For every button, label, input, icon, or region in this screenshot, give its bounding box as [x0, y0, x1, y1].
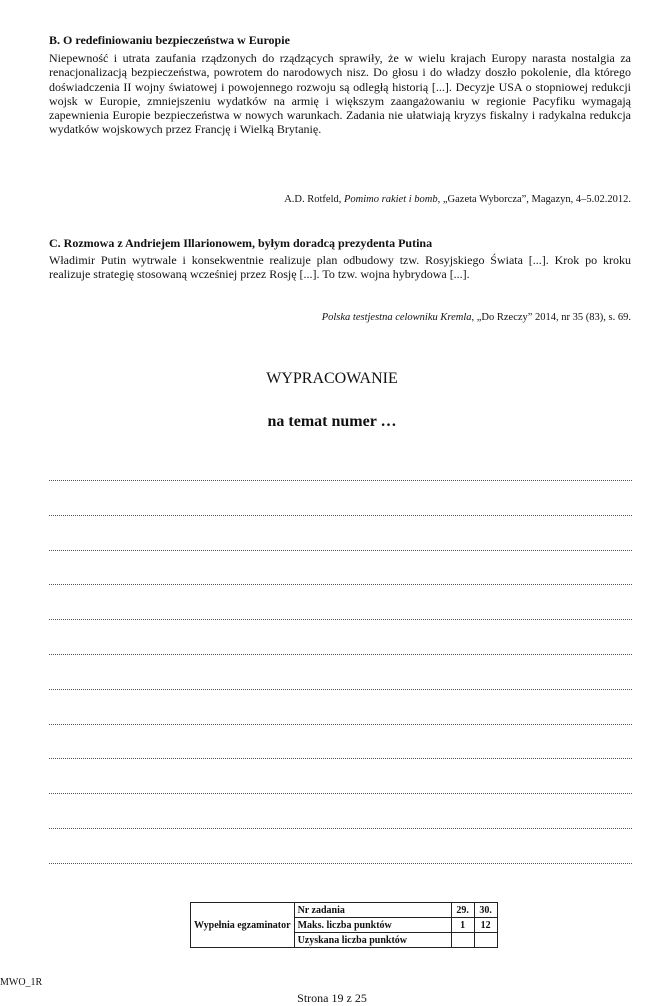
page-number: Strona 19 z 25 [297, 991, 367, 1005]
citation-title: Polska testjestna celowniku Kremla [321, 312, 472, 323]
obtained-points-30[interactable] [474, 933, 497, 948]
citation-author: A.D. Rotfeld, [284, 194, 345, 205]
writing-line[interactable] [49, 515, 632, 516]
section-b-citation [284, 193, 631, 206]
max-points-label: Maks. liczba punktów [294, 918, 451, 933]
obtained-points-label: Uzyskana liczba punktów [294, 933, 451, 948]
section-b-body: Niepewność i utrata zaufania rządzonych do rządzących sprawiły, że w wielu krajach Europy narasta nostalgia za renacjonalizacją bezpieczeństwa, powrotem do narodowych nisz. Do głosu i do władzy doszło pokolenie, dla którego doświadczenia II wojny światowej i powojennego rozwoju są odległą historią [...]. Decyzje USA o stopniowej redukcji wojsk w Europie, zmniejszeniu wydatków na armię i większym zaangażowaniu w regionie Pacyfiku wymagają zapewnienia Europie bezpieczeństwa w nowych warunkach. Zadania nie ułatwiają kryzys fiskalny i radykalna redukcja wydatków wojskowych przez Francję i Wielką Brytanię. [49, 51, 631, 137]
writing-line[interactable] [49, 758, 632, 759]
citation-source: , „Gazeta Wyborcza”, Magazyn, 4–5.02.2012. [437, 194, 631, 205]
writing-line[interactable] [49, 654, 632, 655]
writing-line[interactable] [49, 793, 632, 794]
writing-line[interactable] [49, 619, 632, 620]
citation-source: , „Do Rzeczy” 2014, nr 35 (83), s. 69. [471, 312, 631, 323]
essay-subheading: na temat numer … [267, 413, 397, 430]
writing-line[interactable] [49, 480, 632, 481]
score-table [190, 902, 498, 948]
fill-label: Wypełnia egzaminator [191, 903, 295, 948]
section-c-title: C. Rozmowa z Andriejem Illarionowem, byłym doradcą prezydenta Putina [49, 236, 433, 250]
obtained-points-29[interactable] [451, 933, 474, 948]
writing-line[interactable] [49, 550, 632, 551]
max-points-29: 1 [451, 918, 474, 933]
task-29: 29. [451, 903, 474, 918]
essay-heading: WYPRACOWANIE [266, 370, 398, 387]
max-points-30: 12 [474, 918, 497, 933]
writing-line[interactable] [49, 724, 632, 725]
writing-line[interactable] [49, 584, 632, 585]
section-b-title: B. O redefiniowaniu bezpieczeństwa w Europie [49, 33, 290, 47]
writing-line[interactable] [49, 828, 632, 829]
section-c-body: Władimir Putin wytrwale i konsekwentnie realizuje plan odbudowy tzw. Rosyjskiego Świata [...]. Krok po kroku realizuje strategię stosowaną wcześniej przez Rosję [...]. To tzw. wojna hybrydowa [...]. [49, 253, 631, 282]
task-number-label: Nr zadania [294, 903, 451, 918]
writing-line[interactable] [49, 689, 632, 690]
section-c-citation [322, 311, 631, 324]
task-30: 30. [474, 903, 497, 918]
exam-code: MWO_1R [0, 977, 43, 988]
citation-title: Pomimo rakiet i bomb [344, 194, 438, 205]
writing-line[interactable] [49, 863, 632, 864]
